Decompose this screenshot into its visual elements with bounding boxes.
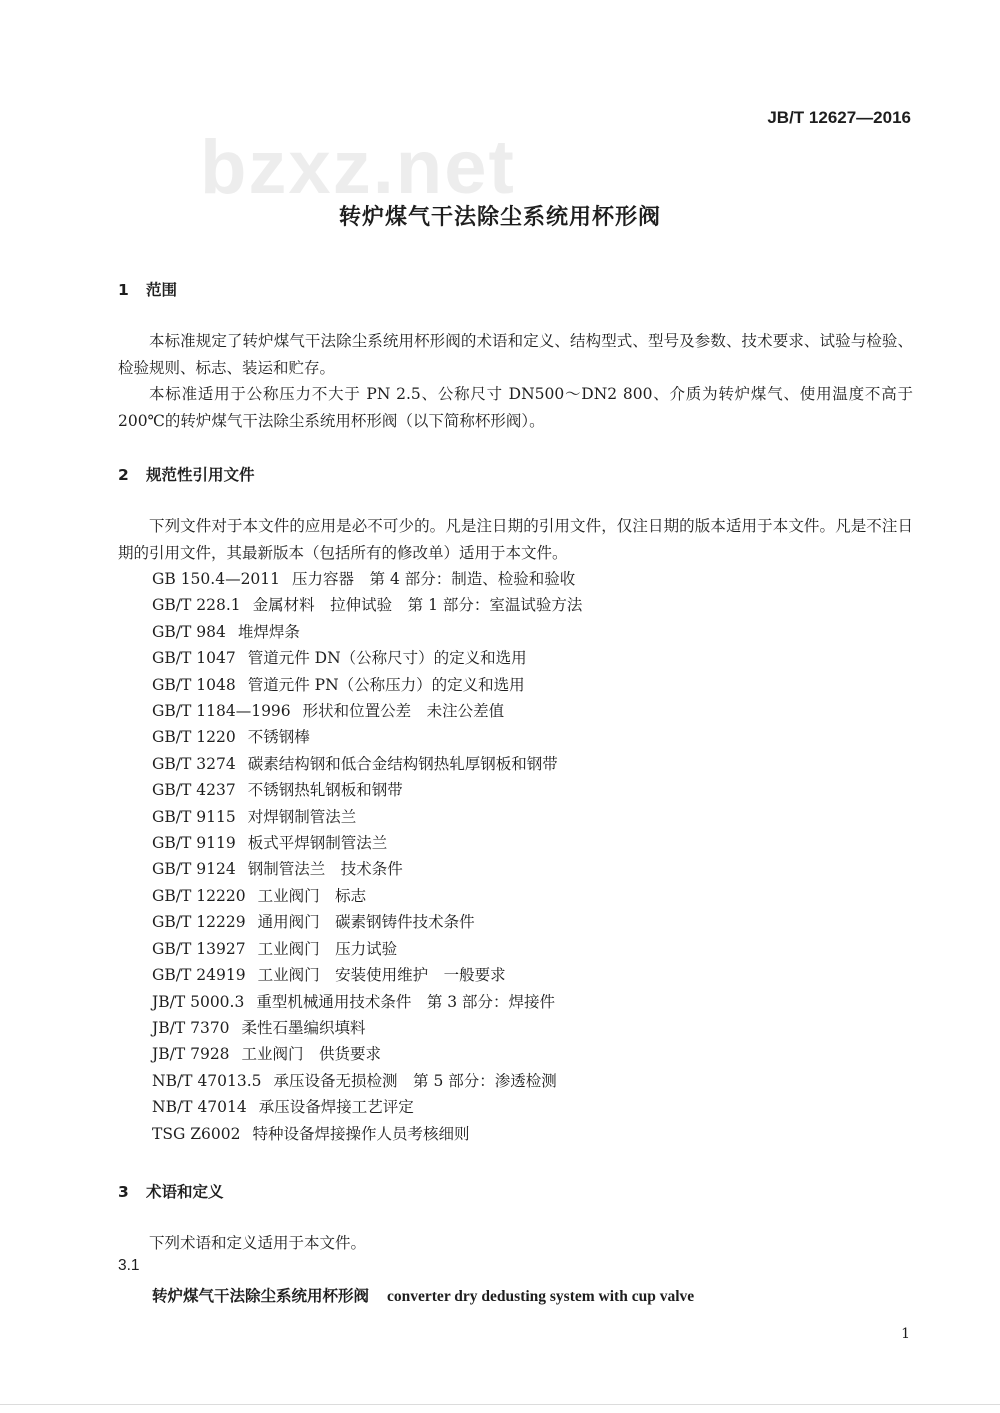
section-2-heading [118,463,255,485]
reference-item [152,724,582,750]
reference-title: 碳素结构钢和低合金结构钢热轧厚钢板和钢带 [247,754,558,773]
reference-title: 形状和位置公差 未注公差值 [302,702,505,721]
reference-item [152,856,582,882]
reference-code: GB/T 1184—1996 [152,702,291,721]
reference-item [152,830,582,856]
reference-item [152,909,582,935]
reference-code: JB/T 7928 [152,1045,230,1064]
reference-code: GB/T 12220 [152,886,246,905]
reference-item [152,672,582,698]
section-title: 范围 [146,281,178,299]
reference-code: GB 150.4—2011 [152,570,281,588]
reference-item [152,645,582,671]
reference-item [152,1041,582,1067]
reference-code: GB/T 9124 [152,860,236,879]
reference-title: 特种设备焊接操作人员考核细则 [252,1124,470,1143]
reference-item [152,698,582,724]
reference-item [152,962,582,988]
paragraph: 本标准规定了转炉煤气干法除尘系统用杯形阀的术语和定义、结构型式、型号及参数、技术要求、试验与检验、检验规则、标志、装运和贮存。 [118,332,913,377]
reference-code: GB/T 1220 [152,728,236,747]
section-title: 规范性引用文件 [146,466,255,484]
reference-title: 压力容器 第 4 部分：制造、检验和验收 [292,570,576,588]
paragraph: 下列文件对于本文件的应用是必不可少的。凡是注日期的引用文件，仅注日期的版本适用于本文件。凡是不注日期的引用文件，其最新版本（包括所有的修改单）适用于本文件。 [118,517,913,562]
reference-title: 承压设备无损检测 第 5 部分：渗透检测 [273,1071,557,1090]
reference-item [152,751,582,777]
paragraph: 下列术语和定义适用于本文件。 [149,1234,367,1252]
reference-title: 钢制管法兰 技术条件 [247,860,403,879]
reference-item [152,1068,582,1094]
reference-code: GB/T 228.1 [152,596,241,615]
reference-item [152,619,582,645]
reference-code: GB/T 24919 [152,966,246,985]
reference-item [152,592,582,618]
reference-item [152,1121,582,1147]
clause-number: 3.1 [118,1257,140,1274]
watermark: bzxz.net [200,125,516,210]
reference-code: GB/T 3274 [152,754,236,773]
reference-title: 工业阀门 供货要求 [241,1045,382,1064]
reference-code: NB/T 47014 [152,1098,247,1117]
reference-title: 金属材料 拉伸试验 第 1 部分：室温试验方法 [252,596,583,615]
page-edge-line [0,1404,1000,1405]
reference-title: 工业阀门 安装使用维护 一般要求 [257,966,506,985]
section-number: 1 [118,281,129,299]
reference-title: 重型机械通用技术条件 第 3 部分：焊接件 [256,992,556,1011]
reference-title: 不锈钢棒 [247,728,310,747]
section-title: 术语和定义 [146,1183,224,1201]
reference-title: 柔性石墨编织填料 [241,1018,366,1037]
term-english: converter dry dedusting system with cup valve [387,1288,695,1305]
standard-code: JB/T 12627—2016 [767,108,911,127]
reference-code: GB/T 9115 [152,807,236,826]
document-title: 转炉煤气干法除尘系统用杯形阀 [338,205,661,230]
term-chinese: 转炉煤气干法除尘系统用杯形阀 [152,1287,370,1305]
reference-code: GB/T 984 [152,622,226,641]
reference-title: 通用阀门 碳素钢铸件技术条件 [257,913,475,932]
reference-title: 板式平焊钢制管法兰 [247,834,388,853]
section-number: 3 [118,1183,129,1201]
reference-title: 工业阀门 标志 [257,886,367,905]
reference-code: TSG Z6002 [152,1124,241,1143]
reference-item [152,1015,582,1041]
reference-code: JB/T 7370 [152,1018,230,1037]
reference-title: 堆焊焊条 [237,622,300,641]
section-number: 2 [118,466,129,484]
reference-title: 工业阀门 压力试验 [257,939,398,958]
reference-code: GB/T 1048 [152,675,236,694]
reference-code: NB/T 47013.5 [152,1071,262,1090]
reference-code: GB/T 4237 [152,781,236,800]
reference-title: 管道元件 DN（公称尺寸）的定义和选用 [247,649,527,668]
reference-title: 承压设备焊接工艺评定 [258,1098,414,1117]
reference-code: GB/T 12229 [152,913,246,932]
reference-code: GB/T 13927 [152,939,246,958]
reference-title: 管道元件 PN（公称压力）的定义和选用 [247,675,525,694]
normative-reference-list [152,566,582,1147]
reference-item [152,804,582,830]
reference-item [152,566,582,592]
term-entry [152,1284,694,1306]
reference-item [152,1094,582,1120]
reference-code: GB/T 9119 [152,834,236,853]
paragraph: 本标准适用于公称压力不大于 PN 2.5、公称尺寸 DN500～DN2 800、介质为转炉煤气、使用温度不高于 200℃的转炉煤气干法除尘系统用杯形阀（以下简称杯形阀）。 [118,385,913,430]
page-number: 1 [901,1326,910,1342]
reference-item [152,989,582,1015]
reference-title: 不锈钢热轧钢板和钢带 [247,781,403,800]
reference-item [152,777,582,803]
reference-code: JB/T 5000.3 [152,992,245,1011]
section-3-heading [118,1180,224,1202]
reference-title: 对焊钢制管法兰 [247,807,357,826]
reference-code: GB/T 1047 [152,649,236,668]
reference-item [152,936,582,962]
section-1-heading [118,278,177,300]
reference-item [152,883,582,909]
